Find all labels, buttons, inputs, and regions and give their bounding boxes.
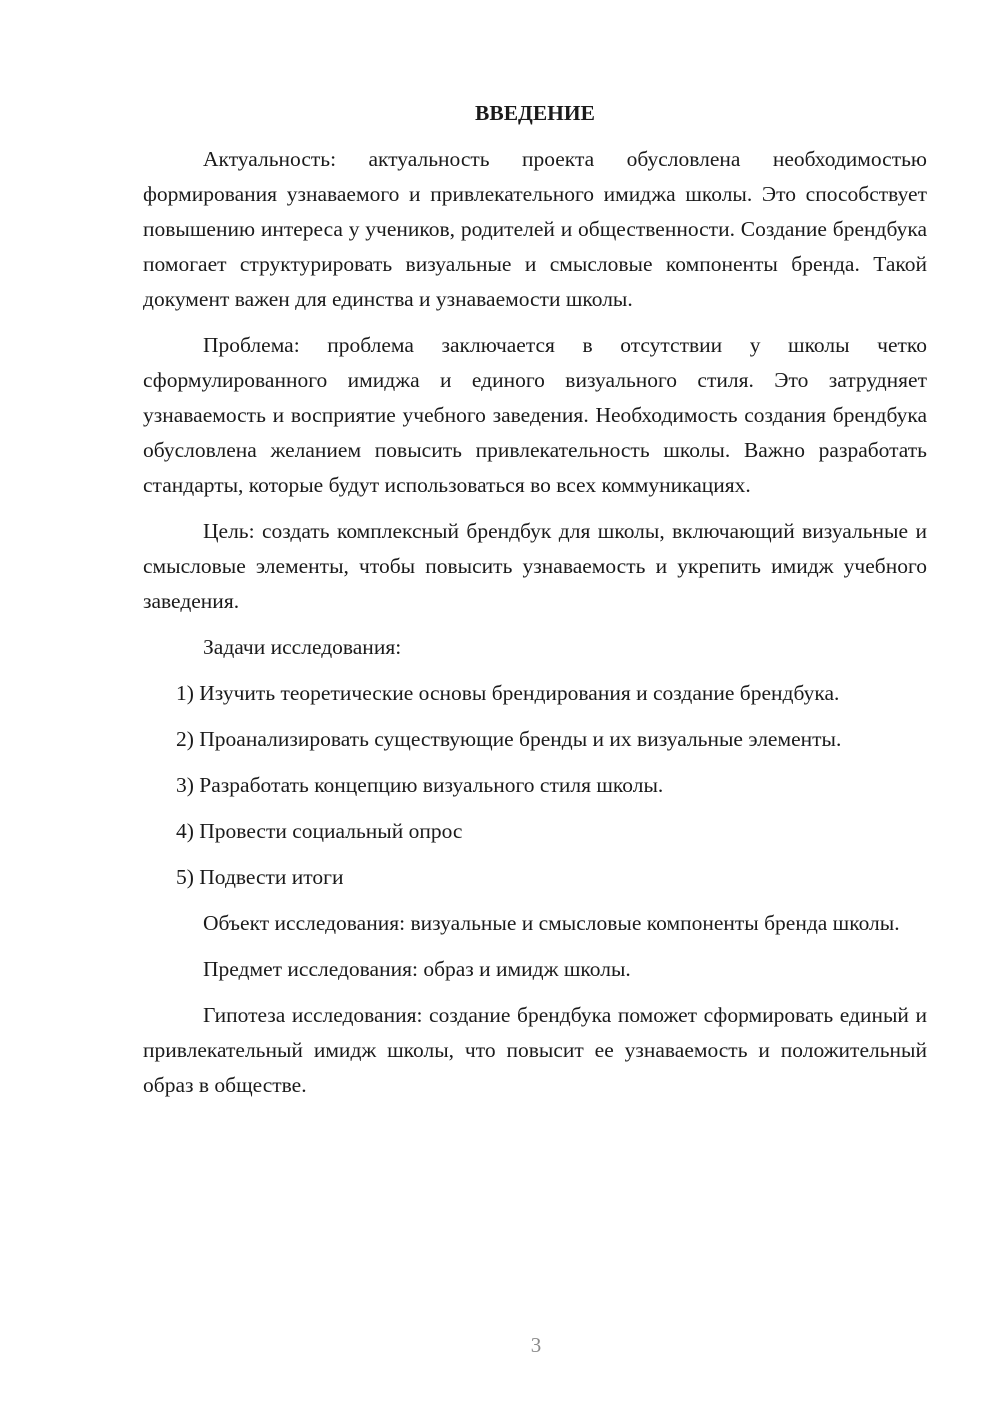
task-item-3: 3) Разработать концепцию визуального стиля школы. [176,773,664,797]
paragraph-relevance: Актуальность: актуальность проекта обусловлена необходимостью формирования узнаваемого и привлекательного имиджа школы. Это способствует повышению интереса у учеников, родителей и общественности. Создание брендбука помогает структурировать визуальные и смысловые компоненты бренда. Такой документ важен для единства и узнаваемости школы. [143,147,927,311]
document-page [143,96,927,1103]
paragraph-problem: Проблема: проблема заключается в отсутствии у школы четко сформулированного имиджа и единого визуального стиля. Это затрудняет узнаваемость и восприятие учебного заведения. Необходимость создания брендбука обусловлена желанием повысить привлекательность школы. Важно разработать стандарты, которые будут использоваться во всех коммуникациях. [143,333,927,497]
task-item-5: 5) Подвести итоги [176,865,344,889]
paragraph-object: Объект исследования: визуальные и смысловые компоненты бренда школы. [203,911,900,935]
task-item-2: 2) Проанализировать существующие бренды и их визуальные элементы. [176,727,842,751]
tasks-heading: Задачи исследования: [203,635,402,659]
section-title: ВВЕДЕНИЕ [475,101,595,125]
page-number: 3 [530,1333,542,1357]
task-item-4: 4) Провести социальный опрос [176,819,463,843]
task-item-1: 1) Изучить теоретические основы брендирования и создание брендбука. [176,681,840,705]
paragraph-hypothesis: Гипотеза исследования: создание брендбука поможет сформировать единый и привлекательный имидж школы, что повысит ее узнаваемость и положительный образ в обществе. [143,1003,927,1097]
paragraph-subject: Предмет исследования: образ и имидж школы. [203,957,631,981]
paragraph-goal: Цель: создать комплексный брендбук для школы, включающий визуальные и смысловые элементы, чтобы повысить узнаваемость и укрепить имидж учебного заведения. [143,519,927,613]
